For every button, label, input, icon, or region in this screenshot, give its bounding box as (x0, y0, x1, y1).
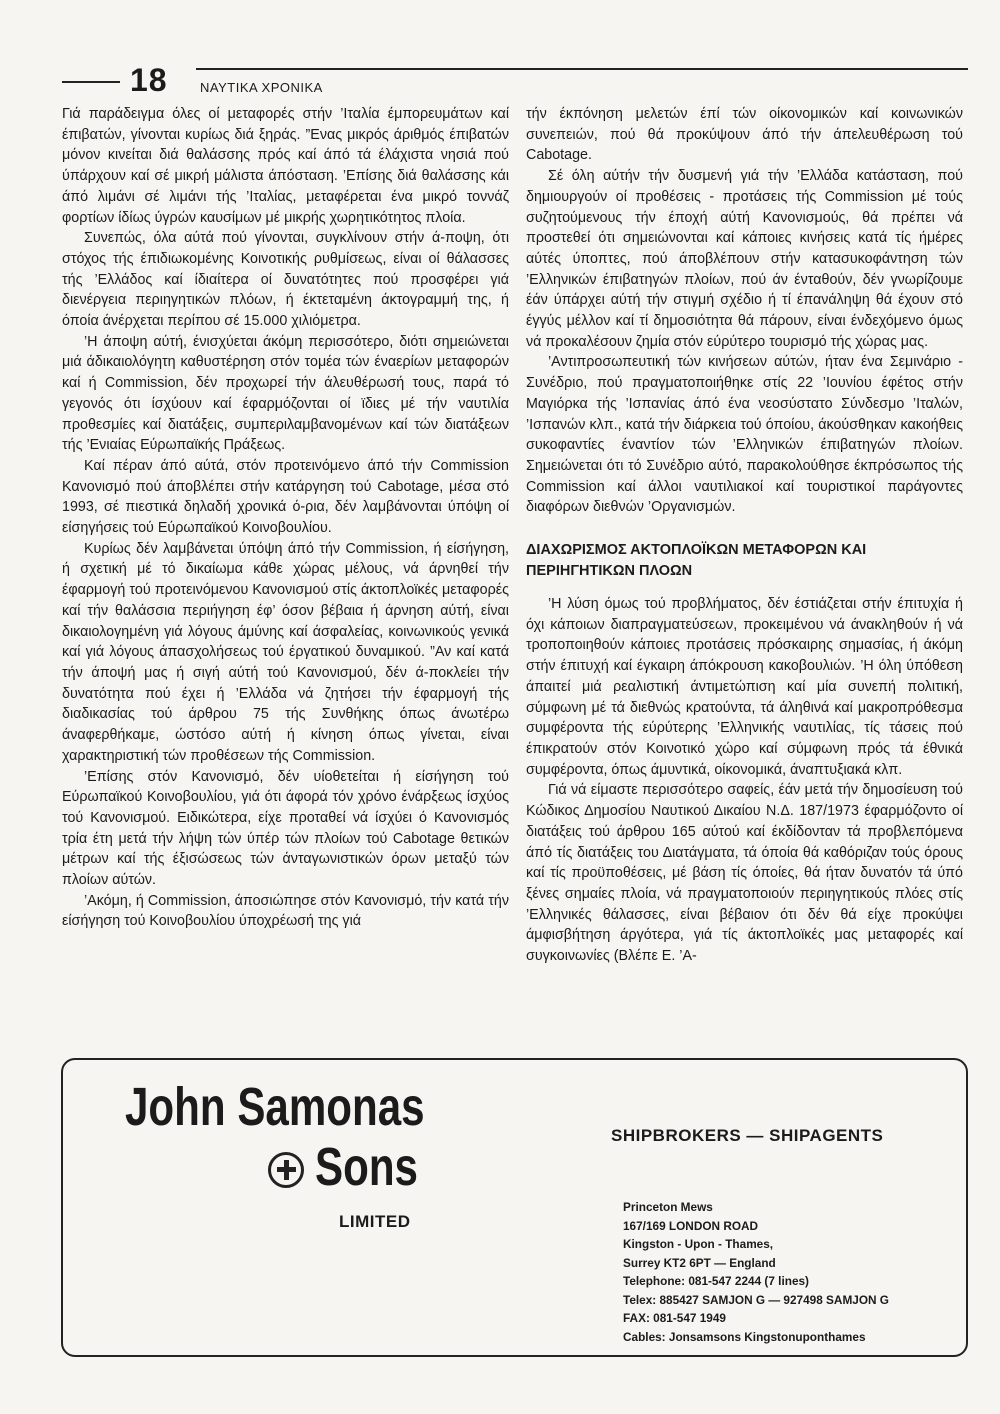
address-cables: Cables: Jonsamsons Kingstonuponthames (623, 1329, 866, 1344)
company-name-line1: John Samonas (125, 1077, 425, 1137)
left-paragraph-2: Συνεπώς, όλα αύτά πού γίνονται, συγκλίνουν στήν ά-ποψη, ότι στόχος τής έπιδιωκομένης Κοινοτικής ρυθμίσεως, είναι οί θάλασσες τής ’Ελλάδος καί ίδιαίτερα οί δυνατότητες πού προσφέρει γιά διενέργεια περιηγητικών πλόων, ή έκτεταμένη άκτογραμμή της, ή όποία άνέρχεται περίπου σέ 15.000 χιλιόμετρα. (62, 230, 509, 330)
address-telephone: Telephone: 081-547 2244 (7 lines) (623, 1274, 809, 1288)
address-building: Princeton Mews (623, 1200, 713, 1214)
left-paragraph-5: Κυρίως δέν λαμβάνεται ύπόψη άπό τήν Commission, ή είσήγηση, ή σχετική μέ τό δικαίωμα κάθε χώρας μέλους, νά άρνηθεί τήν έφαρμογή τού προτεινόμενου Κανονισμού στίς άκτοπλοϊκές μεταφορές καί τήν θαλάσσια περιήγηση έφ’ όσον βέβαια ή άρνηση αύτή, είναι δικαιολογημένη γιά λόγους άμύνης καί άσφαλείας, κοινωνικούς γενικά καί γιά λόγους άπασχολήσεως τού έργατικού δυναμικού. ”Αν καί κατά τήν άποψή μας ή σιγή αύτή τού Κανονισμού, δέν ά-ποκλείει τήν δυνατότητα πού έχει ή ’Ελλάδα νά ζητήσει τήν έφαρμογή τής διαδικασίας τού άρθρου 75 τής Συνθήκης όπως άνωτέρω άναφερθήκαμε, ώστόσο αύτή ή κίνηση όπως γίνεται, είναι χαρακτηριστική τών προθέσεων τής Commission. (62, 540, 509, 764)
address-street: 167/169 LONDON ROAD (623, 1218, 759, 1233)
section-heading: ΔΙΑΧΩΡΙΣΜΟΣ ΑΚΤΟΠΛΟΪΚΩΝ ΜΕΤΑΦΟΡΩΝ ΚΑΙ ΠΕΡΙΗΓΗΤΙΚΩΝ ΠΛΟΩΝ (526, 542, 867, 580)
company-address (623, 1198, 889, 1346)
plus-circle-icon (268, 1152, 304, 1188)
right-paragraph-1: τήν έκπόνηση μελετών έπί τών οίκονομικών καί κοινωνικών συνεπειών, πού θά προκύψουν άπό τήν άπελευθέρωση τού Cabotage. (526, 106, 963, 164)
company-limited: LIMITED (339, 1212, 411, 1231)
left-paragraph-7: ’Ακόμη, ή Commission, άποσιώπησε στόν Κανονισμό, τήν κατά τήν είσήγηση τού Κοινοβουλίου ύποχρέωσή της γιά (62, 892, 509, 930)
address-town: Kingston - Upon - Thames, (623, 1237, 774, 1251)
right-paragraph-2: Σέ όλη αύτήν τήν δυσμενή γιά τήν ’Ελλάδα κατάσταση, πού δημιουργούν οί προθέσεις - προτάσεις τής Commission μέ τούς συζητούμενους τήν έποχή αύτή Κανονισμούς, θά πρέπει νά προστεθεί ότι σημειώνονται καί κάποιες κινήσεις κατά τίς ήμέρες αύτές ύποπτες, πού άποβλέπουν στήν κατασυκοφάντηση τών ’Ελληνικών έπιβατηγών πλοίων, πού άν ένταθούν, δέν γνωρίζουμε έάν ύπάρχει αύτή τήν στιγμή σχέδιο ή τί έπανάληψη θά έχουν στό έγγύς μέλλον καί τί δημοσιότητα θά πάρουν, είναι ένδεχόμενο όμως νά προκαλέσουν ζημία στόν εύρύτερο τουρισμό τής χώρας μας. (526, 168, 963, 350)
company-services: SHIPBROKERS — SHIPAGENTS (611, 1126, 884, 1145)
left-column (62, 104, 509, 932)
header-rule-right (196, 68, 968, 70)
page-number: 18 (130, 62, 168, 98)
header-rule-left (62, 81, 120, 83)
left-paragraph-3: ’Η άποψη αύτή, ένισχύεται άκόμη περισσότερο, διότι σημειώνεται μιά άδικαιολόγητη καθυστέρηση στόν τομέα τών έναερίων μεταφορών καί ή Commission, δέν προχωρεί τήν άλευθέρωσή τους, παρά τό γεγονός ότι ίσχύουν καί έφαρμόζονται οί ϊδιες μέ τήν ναυτιλία προθεσμίες καί διατάξεις, συμπεριλαμβανομένων καί τών διατάξεων τής ’Ενιαίας Εύρωπαϊκής Πράξεως. (62, 333, 509, 454)
company-name-line2: Sons (315, 1137, 418, 1197)
right-paragraph-5: Γιά νά είμαστε περισσότερο σαφείς, έάν μετά τήν δημοσίευση τού Κώδικος Δημοσίου Ναυτικού Δικαίου Ν.Δ. 187/1973 έφαρμόζοντο οί διατάξεις τού άρθρου 165 αύτού καί έκδίδονταν τά προβλεπόμενα άπό τίς διατάξεις του Διατάγματα, τά όποία θά καθόριζαν τούς όρους καί τίς προϋποθέσεις, μέ βάση τίς όποίες, θά ήταν δυνατόν τά ύπό ξένες σημαίες πλοία, νά πραγματοποιούν περιηγητικούς πλόες στίς ’Ελληνικές θάλασσες, είναι βέβαιον ότι δέν θά είχε προκύψει άμφισβήτηση άργότερα, γιά τίς άκτοπλοϊκές μας μεταφορές καί συγκοινωνίες (Βλέπε Ε. ’Α- (526, 782, 963, 965)
publication-title: ΝΑΥΤΙΚΑ ΧΡΟΝΙΚΑ (200, 80, 323, 95)
advertisement-box (61, 1058, 968, 1357)
right-column (526, 104, 963, 967)
right-paragraph-4: ’Η λύση όμως τού προβλήματος, δέν έστιάζεται στήν έπιτυχία ή όχι κάποιων διαπραγματεύσεων, προκειμένου νά άνακληθούν ή νά τροποποιηθούν κάποιες προτάσεις πρόσκαιρης σημασίας, ή άκόμη στήν έπιτυχή καί έγκαιρη άπόκρουση κακοβουλιών. ’Η όλη ύπόθεση άπαιτεί μιά ρεαλιστική άντιμετώπιση καί μία συνεπή πολιτική, σύμφωνη μέ τά διεθνώς κρατούντα, τά άληθινά καί μακροπρόθεσμα συμφέροντα τής εύρύτερης ’Ελληνικής ναυτιλίας, τίς τάσεις πού έπικρατούν στόν Κοινοτικό χώρο καί σύμφωνη πρός τά έθνικά συμφέροντα, όπως άμυντικά, οίκονομικά, άναπτυξιακά κλπ. (526, 596, 963, 778)
address-county: Surrey KT2 6PT — England (623, 1255, 776, 1270)
address-telex: Telex: 885427 SAMJON G — 927498 SAMJON G (623, 1292, 889, 1307)
left-paragraph-1: Γιά παράδειγμα όλες οί μεταφορές στήν ’Ιταλία έμπορευμάτων καί έπιβατών, γίνονται κυρίως διά ξηράς. ”Ενας μικρός άριθμός έπιβατών μόνον κινείται διά θαλάσσης πρός καί άπό τά έλάχιστα νησιά πού ύπάρχουν καί σέ μικρή μάλιστα άπόσταση. ’Επίσης διά θαλάσσης κάι άπό λιμάνι σέ λιμάνι τής ’Ιταλίας, μεταφέρεται ένα μικρό τοννάζ φορτίων ίδίως ύγρών καυσίμων μέ μικρής χωρητικότητος πλοία. (62, 106, 509, 226)
right-paragraph-3: ’Αντιπροσωπευτική τών κινήσεων αύτών, ήταν ένα Σεμινάριο - Συνέδριο, πού πραγματοποιήθηκε στίς 22 ’Ιουνίου έφέτος στήν Μαγιόρκα τής ’Ισπανίας άπό ένα νεοσύστατο Σύνδεσμο ’Ιταλών, ’Ισπανών κλπ., κατά τήν διάρκεια τού όποίου, άκούσθηκαν κακοήθεις συκοφαντίες έναντίον τών ’Ελληνικών έπιβατηγών πλοίων. Σημειώνεται ότι τό Συνέδριο αύτό, παρακολούθησε έκπρόσωπος τής Commission καί άλλοι ναυτιλιακοί καί τουριστικοί παράγοντες διαφόρων διεθνών ’Οργανισμών. (526, 354, 963, 516)
left-paragraph-6: ’Επίσης στόν Κανονισμό, δέν υίοθετείται ή είσήγηση τού Εύρωπαϊκού Κοινοβουλίου, γιά ότι άφορά τόν χρόνο ένάρξεως ίσχύος τού Κανονισμού. Ειδικώτερα, είχε προταθεί νά ίσχύει ό Κανονισμός τρία έτη μετά τήν λήψη τών ύπέρ τών πλοίων τού Cabotage θετικών μέτρων καί τής έξισώσεως τών άνταγωνιστικών όρων μεταξύ τών πλοίων αύτών. (62, 768, 509, 889)
left-paragraph-4: Καί πέραν άπό αύτά, στόν προτεινόμενο άπό τήν Commission Κανονισμό πού άποβλέπει στήν κατάργηση τού Cabotage, μέσα στό 1993, σέ πιεστικά δηλαδή χρονικά ό-ρια, δέν λαμβάνονται ύπόψη οί είσηγήσεις τού Εύρωπαϊκού Κοινοβουλίου. (62, 457, 509, 537)
address-fax: FAX: 081-547 1949 (623, 1311, 726, 1325)
